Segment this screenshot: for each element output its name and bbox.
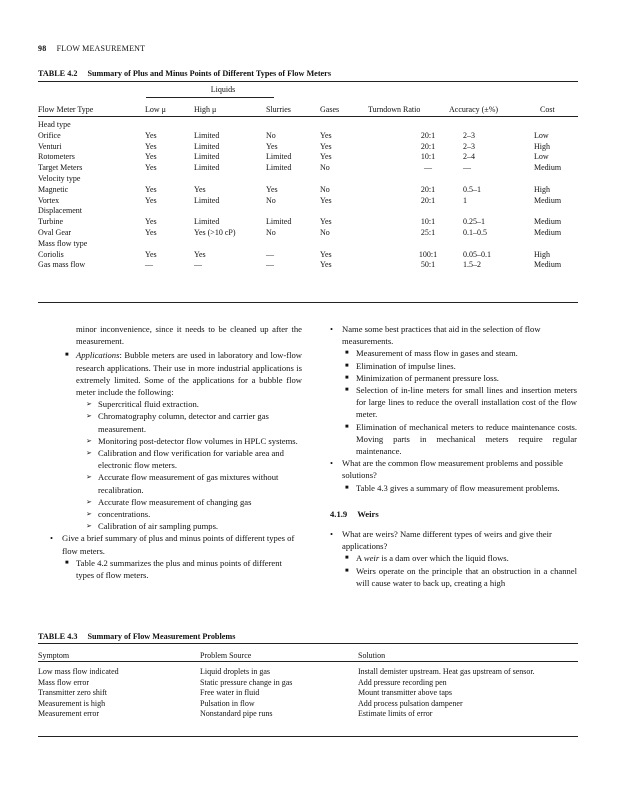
table-cell: Yes <box>266 141 278 151</box>
square-bullet-icon: ■ <box>345 350 349 357</box>
table-row <box>38 699 578 710</box>
arrow-bullet-icon: ➢ <box>86 497 92 506</box>
table-cell: Venturi <box>38 141 62 151</box>
section-label: Velocity type <box>38 174 81 183</box>
column-header: Cost <box>540 105 555 114</box>
section-label: Displacement <box>38 206 82 216</box>
table-cell: Yes <box>194 249 206 259</box>
section-number: 4.1.9 <box>330 508 348 519</box>
square-bullet-icon: ■ <box>65 352 69 359</box>
table-bottom-rule <box>38 302 578 303</box>
column-header: Low μ <box>145 105 166 114</box>
table-cell: Measurement error <box>38 709 100 719</box>
table-cell: Orifice <box>38 130 61 140</box>
table-cell: Yes <box>145 163 157 173</box>
table-cell: Yes <box>266 184 278 194</box>
table-cell: Yes <box>145 217 157 227</box>
table-cell: No <box>266 228 276 237</box>
table-cell: Yes <box>320 141 332 151</box>
table-cell: Install demister upstream. Heat gas upstream of sensor. <box>358 667 535 676</box>
section-row <box>38 120 578 131</box>
question-bullet: • Name some best practices that aid in the selection of flow measurements. <box>330 324 541 347</box>
table-cell: Target Meters <box>38 163 83 173</box>
section-title: Weirs <box>357 508 379 519</box>
table-cell: Limited <box>194 195 220 205</box>
table-cell: Add pressure recording pen <box>358 677 447 687</box>
table-cell: Medium <box>534 228 562 237</box>
column-header: High μ <box>194 105 217 114</box>
list-item: ■ Table 4.3 gives a summary of flow measurement problems. <box>345 482 560 493</box>
table-cell: Yes <box>145 228 157 237</box>
table-cell: Nonstandard pipe runs <box>200 709 273 719</box>
table-cell: 0.05–0.1 <box>463 249 491 259</box>
table-cell: High <box>534 184 550 194</box>
section-label: Head type <box>38 120 71 129</box>
column-header: Symptom <box>38 651 70 660</box>
table-cell: — <box>266 249 274 259</box>
section-heading <box>330 508 577 520</box>
table-row <box>38 185 578 196</box>
table-cell: Limited <box>194 163 220 173</box>
table-cell: Yes (>10 cP) <box>194 228 236 237</box>
running-head <box>38 44 145 53</box>
table-row <box>38 131 578 142</box>
table-cell: Add process pulsation dampener <box>358 698 463 708</box>
section-row <box>38 239 578 250</box>
table-cell: No <box>266 195 276 205</box>
left-text-column <box>50 323 302 581</box>
column-header: Problem Source <box>200 651 252 660</box>
table-cell: 1 <box>463 195 467 205</box>
table-cell: Limited <box>266 163 292 173</box>
table-cell: Limited <box>194 130 220 140</box>
list-item: ➢ Supercritical fluid extraction. <box>86 399 199 410</box>
square-bullet-icon: ■ <box>345 362 349 369</box>
question-bullet: • Give a brief summary of plus and minus points of different types of flow meters. <box>50 533 295 556</box>
table-cell: Estimate limits of error <box>358 709 433 719</box>
table-cell: Yes <box>320 249 332 259</box>
square-bullet-icon: ■ <box>345 374 349 381</box>
table-cell: 10:1 <box>420 152 436 162</box>
list-item: ■ Measurement of mass flow in gases and steam. <box>345 348 518 359</box>
table-cell: Yes <box>320 195 332 205</box>
list-item: ➢ Accurate flow measurement of changing gas <box>86 496 252 507</box>
table-cell: — <box>463 163 471 173</box>
section-row <box>38 206 578 217</box>
applications-text: : Bubble meters are used in laboratory and low-flow research applications. Their use in more industrial applications is extremely limited. Some of the applications for a bubble flow meter include the following: <box>76 350 302 398</box>
table-cell: 100:1 <box>418 249 438 259</box>
applications-list <box>62 398 302 532</box>
table-cell: No <box>320 163 330 173</box>
square-bullet-icon: ■ <box>345 387 349 394</box>
column-header: Turndown Ratio <box>368 105 421 114</box>
weir-list <box>330 552 577 589</box>
dot-bullet-icon: • <box>50 533 54 544</box>
table-cell: Yes <box>145 184 157 194</box>
list-item: ■ Elimination of mechanical meters to reduce maintenance costs. Moving parts in mechanical meters require regular maintenance. <box>345 421 577 457</box>
table-row <box>38 228 578 239</box>
list-item: ■ Minimization of permanent pressure loss. <box>345 372 499 383</box>
paragraph: minor inconvenience, since it needs to be cleaned up after the measurement. <box>76 324 302 347</box>
answer-list <box>330 482 577 494</box>
table-row <box>38 142 578 153</box>
column-header: Flow Meter Type <box>38 105 94 114</box>
table-cell: Medium <box>534 163 562 173</box>
table-cell: Pulsation in flow <box>200 698 255 708</box>
table-header-rule <box>38 116 578 117</box>
table-bottom-rule <box>38 736 578 737</box>
table-cell: Coriolis <box>38 249 64 259</box>
table-cell: Liquid droplets in gas <box>200 667 270 676</box>
table-cell: Yes <box>145 152 157 162</box>
table-row <box>38 667 578 678</box>
square-bullet-icon: ■ <box>345 555 349 562</box>
table-cell: Free water in fluid <box>200 688 260 698</box>
list-item: ➢ Calibration and flow verification for variable area and electronic flow meters. <box>86 448 284 471</box>
table-cell: Mount transmitter above taps <box>358 688 452 698</box>
table-cell: High <box>534 249 550 259</box>
table-cell: Yes <box>320 217 332 227</box>
table-row <box>38 688 578 699</box>
table-label: TABLE 4.3 <box>38 632 78 641</box>
table-cell: Gas mass flow <box>38 260 86 270</box>
square-bullet-icon: ■ <box>65 559 69 566</box>
arrow-bullet-icon: ➢ <box>86 400 92 409</box>
arrow-bullet-icon: ➢ <box>86 436 92 445</box>
table-header-rule <box>38 661 578 662</box>
list-item: ■ Elimination of impulse lines. <box>345 360 456 371</box>
table-cell: Vortex <box>38 195 60 205</box>
dot-bullet-icon: • <box>330 529 334 540</box>
table-cell: 1.5–2 <box>463 260 481 270</box>
table-cell: Medium <box>534 217 562 227</box>
table-cell: Yes <box>145 249 157 259</box>
square-bullet-icon: ■ <box>345 423 349 430</box>
table-cell: Magnetic <box>38 184 69 194</box>
table-cell: 20:1 <box>420 184 436 194</box>
column-header: Slurries <box>266 105 291 114</box>
table-4-2-caption <box>38 69 331 78</box>
table-cell: Medium <box>534 195 562 205</box>
list-item: ■ A weir is a dam over which the liquid flows. <box>345 553 509 564</box>
table-row <box>38 196 578 207</box>
table-cell: High <box>534 141 550 151</box>
table-cell: Low <box>534 130 549 140</box>
table-row <box>38 709 578 720</box>
table-cell: Limited <box>266 152 292 162</box>
table-row <box>38 260 578 271</box>
table-cell: Limited <box>266 217 292 227</box>
table-cell: Mass flow error <box>38 677 90 687</box>
page-number: 98 <box>38 44 47 53</box>
table-cell: Limited <box>194 217 220 227</box>
table-cell: Static pressure change in gas <box>200 677 293 687</box>
applications-label: Applications <box>76 350 120 361</box>
table-cell: 50:1 <box>420 260 436 270</box>
list-item: ➢ concentrations. <box>86 509 151 520</box>
column-header: Solution <box>358 651 386 660</box>
table-row <box>38 250 578 261</box>
table-row <box>38 152 578 163</box>
running-title: FLOW MEASUREMENT <box>56 44 146 53</box>
square-bullet-icon: ■ <box>345 484 349 491</box>
arrow-bullet-icon: ➢ <box>86 510 92 519</box>
table-cell: Low <box>534 152 549 162</box>
square-bullet-icon: ■ <box>345 567 349 574</box>
section-label: Mass flow type <box>38 238 88 248</box>
table-cell: 25:1 <box>420 228 436 237</box>
list-item: ■ Selection of in-line meters for small lines and insertion meters for large lines to reduce the overall installation cost of the flow meter. <box>345 385 577 420</box>
table-label: TABLE 4.2 <box>38 69 78 78</box>
table-cell: Measurement is high <box>38 698 106 708</box>
table-cell: Oval Gear <box>38 228 72 237</box>
table-cell: — <box>424 163 432 173</box>
group-header-rule <box>146 97 274 98</box>
table-cell: Limited <box>194 141 220 151</box>
list-item: ➢ Calibration of air sampling pumps. <box>86 521 219 532</box>
arrow-bullet-icon: ➢ <box>86 522 92 531</box>
list-item: ➢ Accurate flow measurement of gas mixtures without recalibration. <box>86 472 279 495</box>
table-cell: Medium <box>534 260 562 270</box>
table-cell: 2–3 <box>463 141 475 151</box>
table-cell: — <box>266 260 274 270</box>
question-bullet: • What are weirs? Name different types of weirs and give their applications? <box>330 529 552 552</box>
table-cell: Limited <box>194 152 220 162</box>
table-cell: 20:1 <box>420 141 436 151</box>
list-item: ➢ Chromatography column, detector and carrier gas measurement. <box>86 411 269 434</box>
applications-bullet <box>62 349 302 398</box>
dot-bullet-icon: • <box>330 458 334 469</box>
table-row <box>38 678 578 689</box>
liquids-group-header: Liquids <box>210 85 236 94</box>
answer-bullet: ■ Table 4.2 summarizes the plus and minus points of different types of flow meters. <box>65 557 282 581</box>
table-row <box>38 217 578 228</box>
right-text-column <box>330 323 577 589</box>
arrow-bullet-icon: ➢ <box>86 449 92 458</box>
table-cell: No <box>266 130 276 140</box>
list-item: ■ Weirs operate on the principle that an obstruction in a channel will cause water to back up, creating a high <box>345 565 577 588</box>
question-bullet: • What are the common flow measurement problems and possible solutions? <box>330 458 563 481</box>
table-cell: No <box>320 228 330 237</box>
best-practices-list <box>330 347 577 457</box>
table-cell: Yes <box>320 130 332 140</box>
column-header: Gases <box>320 105 340 114</box>
table-title: Summary of Plus and Minus Points of Different Types of Flow Meters <box>87 69 332 78</box>
table-cell: Transmitter zero shift <box>38 688 108 698</box>
table-cell: 2–3 <box>463 130 475 140</box>
arrow-bullet-icon: ➢ <box>86 412 92 421</box>
table-cell: Yes <box>194 184 206 194</box>
section-row <box>38 174 578 185</box>
table-cell: Yes <box>145 195 157 205</box>
column-header: Accuracy (±%) <box>449 105 499 114</box>
table-title: Summary of Flow Measurement Problems <box>87 632 236 641</box>
table-cell: 0.1–0.5 <box>463 228 487 237</box>
table-cell: 2–4 <box>463 152 475 162</box>
table-cell: 0.25–1 <box>463 217 485 227</box>
table-cell: Rotometers <box>38 152 75 162</box>
table-cell: 0.5–1 <box>463 184 481 194</box>
table-4-3-caption <box>38 632 235 641</box>
table-cell: — <box>194 260 202 270</box>
table-cell: No <box>320 184 330 194</box>
table-cell: 20:1 <box>420 130 436 140</box>
table-row <box>38 163 578 174</box>
table-top-rule <box>38 81 578 82</box>
table-cell: Yes <box>320 152 332 162</box>
table-cell: — <box>145 260 153 270</box>
arrow-bullet-icon: ➢ <box>86 473 92 482</box>
table-cell: Yes <box>320 260 332 270</box>
table-cell: Yes <box>145 130 157 140</box>
table-cell: Yes <box>145 141 157 151</box>
table-cell: Turbine <box>38 217 64 227</box>
table-cell: 20:1 <box>420 195 436 205</box>
list-item: ➢ Monitoring post-detector flow volumes in HPLC systems. <box>86 435 298 446</box>
table-cell: Low mass flow indicated <box>38 667 119 676</box>
table-top-rule <box>38 643 578 644</box>
table-cell: 10:1 <box>420 217 436 227</box>
dot-bullet-icon: • <box>330 324 334 334</box>
